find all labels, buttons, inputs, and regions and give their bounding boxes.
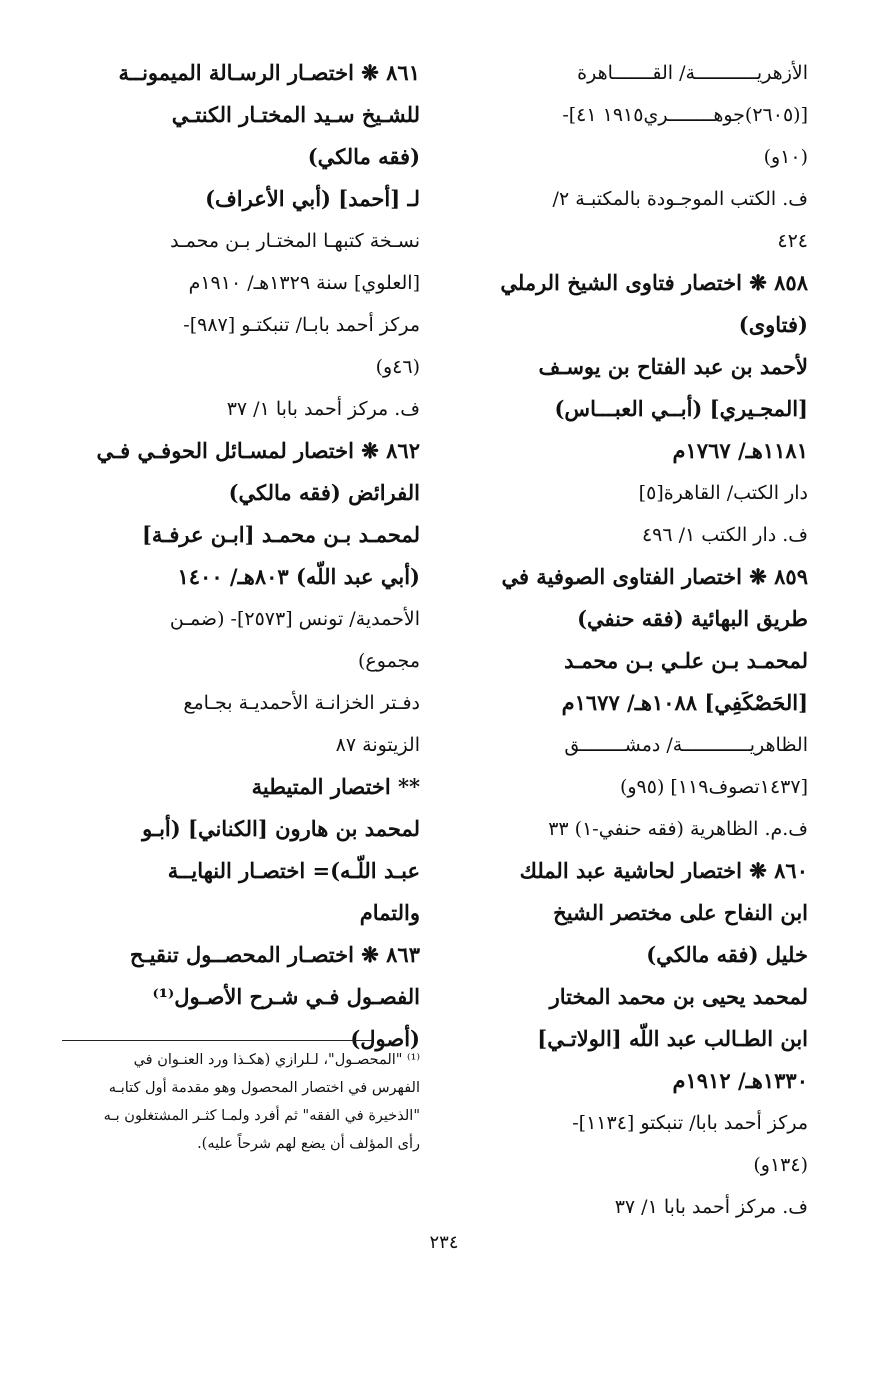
right-column-line: [المجـيري] (أبــي العبـــاس) <box>554 396 808 421</box>
right-column-line: خليل (فقه مالكي) <box>646 942 808 967</box>
right-column-line: ف.م. الظاهرية (فقه حنفي-١) ٣٣ <box>548 818 808 840</box>
footnote-line: "الذخيرة في الفقه" ثم أفرد ولمـا كثـر المشتغلون بـه <box>103 1108 420 1124</box>
footnote-line: الفهرس في اختصار المحصول وهو مقدمة أول كتابـه <box>108 1080 420 1096</box>
right-column-line: لمحمـد بـن علـي بـن محمـد <box>564 648 808 673</box>
left-column-line: ٨٦٢ ❋ اختصار لمسـائل الحوفـي فـي <box>96 438 420 463</box>
left-column-line: ٨٦٣ ❋ اختصـار المحصــول تنقيـح <box>129 942 420 967</box>
right-column-line: دار الكتب/ القاهرة[٥] <box>638 482 808 504</box>
right-column-line: ف. مركز أحمد بابا ١/ ٣٧ <box>614 1196 808 1218</box>
left-column-line: (أبي عبد اللّه) ٨٠٣هـ/ ١٤٠٠ <box>177 564 420 589</box>
right-column-line: [الحَصْكَفِي] ١٠٨٨هـ/ ١٦٧٧م <box>561 690 808 715</box>
left-column-line: ** اختصار المتيطية <box>251 774 420 799</box>
left-column-line: دفـتر الخزانـة الأحمديـة بجـامع <box>183 692 420 714</box>
left-column-line: للشـيخ سـيد المختـار الكنتـي <box>171 102 420 127</box>
left-column-line: لـ [أحمد] (أبي الأعراف) <box>205 186 420 211</box>
right-column-line: مركز أحمد بابا/ تنبكتو [١١٣٤]- <box>572 1112 808 1134</box>
right-column-line: [(٢٦٠٥)جوهــــــــري١٩١٥ ٤١]- <box>562 104 808 126</box>
right-column-line: ف. الكتب الموجـودة بالمكتبـة ٢/ <box>552 188 808 210</box>
left-column-line: مركز أحمد بابـا/ تنبكتـو [٩٨٧]- <box>183 314 420 336</box>
left-column-line: عبـد اللّـه)= اختصـار النهايــة <box>167 858 420 883</box>
right-column-line: الظاهريــــــــــــة/ دمشــــــــق <box>564 734 808 756</box>
right-column-line: ابن الطـالب عبد اللّه [الولاتـي] <box>537 1026 808 1051</box>
page-number: ٢٣٤ <box>429 1232 459 1253</box>
footnote-line: رأى المؤلف أن يضع لهم شرحاً عليه). <box>197 1136 420 1152</box>
right-column-line: (١٣٤و) <box>753 1154 808 1176</box>
right-column-line: [١٤٣٧تصوف١١٩] (٩٥و) <box>619 776 808 798</box>
right-column <box>470 52 808 1228</box>
right-column-line: (١٠و) <box>763 146 808 168</box>
left-column-line: لمحمـد بـن محمـد [ابـن عرفـة] <box>141 522 420 547</box>
footnotes <box>62 1046 420 1158</box>
right-column-line: الأزهريـــــــــــة/ القـــــــاهرة <box>577 62 808 84</box>
right-column-line: (فتاوى) <box>738 312 808 337</box>
right-column-line: لأحمد بن عبد الفتاح بن يوسـف <box>538 354 808 379</box>
left-column-line: ف. مركز أحمد بابا ١/ ٣٧ <box>226 398 420 420</box>
left-column-line: نسـخة كتبهـا المختـار بـن محمـد <box>170 230 420 252</box>
right-column-line: طريق البهائية (فقه حنفي) <box>577 606 808 631</box>
left-column-line: الفصـول فـي شـرح الأصـول⁽¹⁾ <box>152 984 420 1009</box>
footnote-line: ⁽¹⁾ "المحصـول"، لـلرازي (هكـذا ورد العنـوان في <box>133 1052 420 1068</box>
right-column-line: ٨٥٨ ❋ اختصار فتاوى الشيخ الرملي <box>500 270 808 295</box>
left-column-line: ٨٦١ ❋ اختصـار الرسـالة الميمونــة <box>118 60 420 85</box>
right-column-line: ٨٦٠ ❋ اختصار لحاشية عبد الملك <box>519 858 808 883</box>
right-column-line: ابن النفاح على مختصر الشيخ <box>553 900 808 925</box>
right-column-line: ٨٥٩ ❋ اختصار الفتاوى الصوفية في <box>501 564 808 589</box>
left-column-line: الفرائض (فقه مالكي) <box>228 480 420 505</box>
right-column-line: لمحمد يحيى بن محمد المختار <box>549 984 808 1009</box>
left-column <box>62 52 420 1060</box>
left-column-line: الزيتونة ٨٧ <box>335 734 420 756</box>
left-column-line: والتمام <box>359 900 420 925</box>
left-column-line: [العلوي] سنة ١٣٢٩هـ/ ١٩١٠م <box>188 272 420 294</box>
right-column-line: ١٣٣٠هـ/ ١٩١٢م <box>672 1068 808 1093</box>
left-column-line: (فقه مالكي) <box>307 144 420 169</box>
left-column-line: (أصول) <box>350 1026 420 1051</box>
left-column-line: مجموع) <box>358 650 420 672</box>
left-column-line: الأحمدية/ تونس [٢٥٧٣]- (ضمـن <box>169 608 420 630</box>
right-column-line: ف. دار الكتب ١/ ٤٩٦ <box>641 524 808 546</box>
right-column-line: ١١٨١هـ/ ١٧٦٧م <box>672 438 808 463</box>
left-column-line: لمحمد بن هارون [الكناني] (أبـو <box>142 816 420 841</box>
right-column-line: ٤٢٤ <box>777 230 808 252</box>
left-column-line: (٤٦و) <box>375 356 420 378</box>
footnote-separator <box>62 1040 372 1041</box>
